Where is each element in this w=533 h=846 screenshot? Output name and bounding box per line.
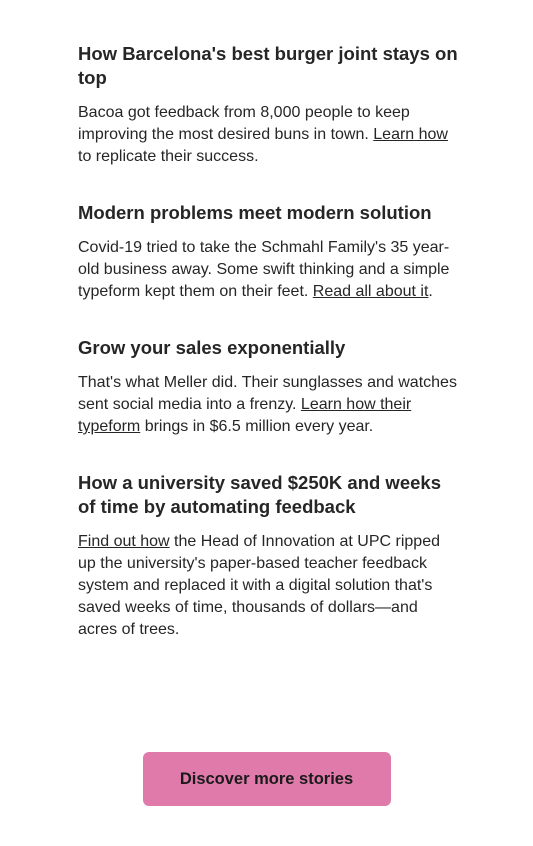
story-barcelona-burger: [78, 42, 458, 168]
story-text: brings in $6.5 million every year.: [140, 418, 374, 435]
story-title: Modern problems meet modern solution: [78, 202, 432, 223]
stories-list: [78, 42, 458, 674]
story-title: Grow your sales exponentially: [78, 337, 346, 358]
story-modern-problems: [78, 201, 458, 303]
story-university-feedback: [78, 471, 458, 641]
story-body: [78, 237, 458, 303]
story-text: .: [428, 283, 433, 300]
story-text: the Head of Innovation at UPC ripped up the university's paper-based teacher feedback system and replaced it with a digital solution that's saved weeks of time, thousands of dollars—and acres of trees.: [78, 533, 440, 638]
story-body: [78, 372, 458, 438]
story-body: [78, 102, 458, 168]
story-grow-sales: [78, 336, 458, 438]
story-text: Covid-19 tried to take the Schmahl Family's 35 year-old business away. Some swift thinking and a simple typeform kept them on their feet.: [78, 239, 450, 300]
learn-how-typeform-link[interactable]: Learn how their typeform: [78, 396, 412, 435]
find-out-how-link[interactable]: Find out how: [78, 533, 170, 550]
cta-container: [0, 752, 533, 806]
story-title: How a university saved $250K and weeks of time by automating feedback: [78, 472, 441, 517]
learn-how-link[interactable]: Learn how: [373, 126, 448, 143]
story-text: Bacoa got feedback from 8,000 people to keep improving the most desired buns in town.: [78, 104, 410, 143]
story-body: [78, 531, 458, 641]
read-all-about-it-link[interactable]: Read all about it: [312, 283, 429, 300]
story-text: That's what Meller did. Their sunglasses and watches sent social media into a frenzy.: [78, 374, 457, 413]
discover-more-stories-button[interactable]: Discover more stories: [143, 752, 391, 806]
story-text: to replicate their success.: [78, 148, 259, 165]
story-title: How Barcelona's best burger joint stays on top: [78, 43, 458, 88]
